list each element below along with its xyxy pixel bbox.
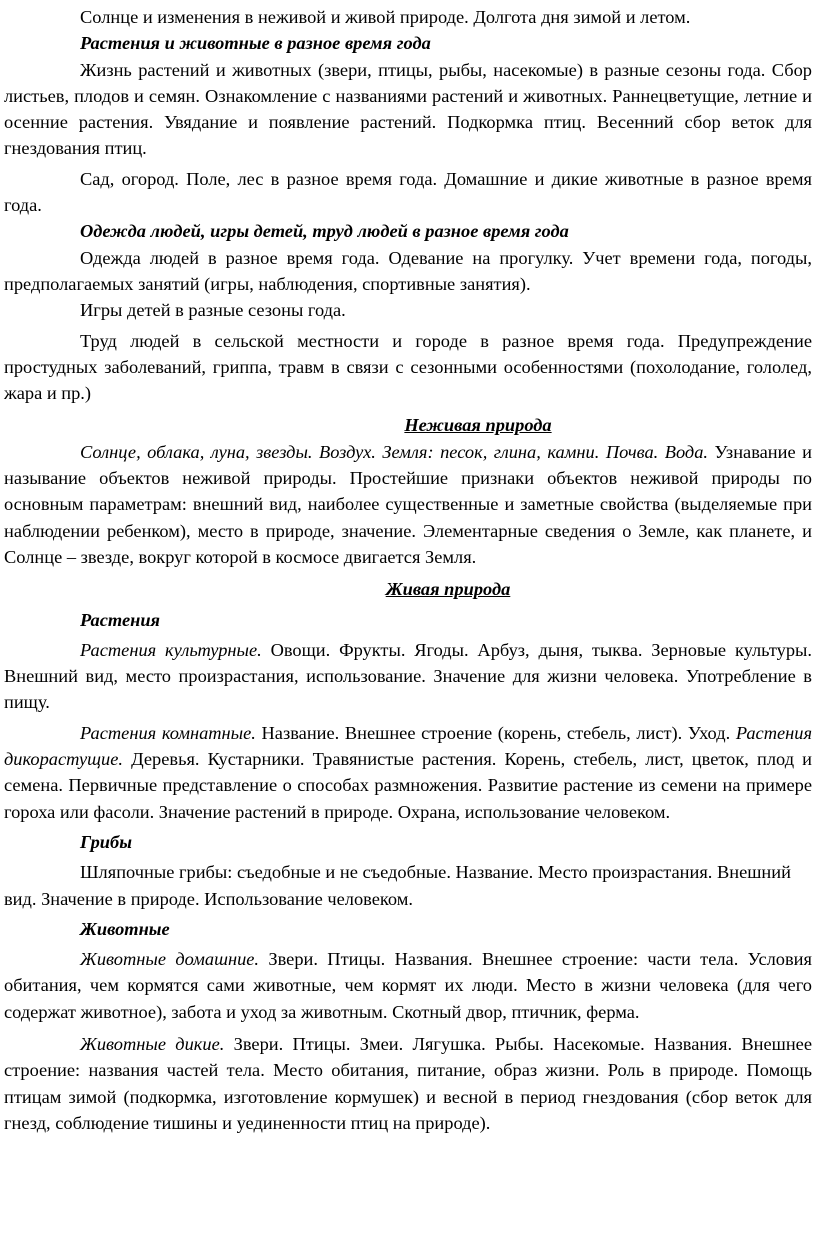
wild-plants-label: Растения дикорастущие. xyxy=(4,722,813,770)
cultivated-plants-text: Овощи. Фрукты. Ягоды. Арбуз, дыня, тыква. Зерновые культуры. Внешний вид, место произрастания, использование. Значение для жизни человека. Употребление в пищу. xyxy=(4,639,813,713)
wild-animals-text: Звери. Птицы. Змеи. Лягушка. Рыбы. Насекомые. Названия. Внешнее строение: названия частей тела. Место обитания, питание, образ жизни. Роль в природе. Помощь птицам зимой (подкормка, изготовление кормушек) и весной в период гнездования (сбор веток для гнезд, соблюдение тишины и уединенности птиц на природе). xyxy=(4,1033,812,1133)
heading-nonliving-nature: Неживая природа xyxy=(404,415,552,436)
paragraph-mushrooms: Шляпочные грибы: съедобные и не съедобные. Название. Место произрастания. Внешний вид. Значение в природе. Использование человеком. xyxy=(4,862,791,909)
indoor-plants-text: Название. Внешнее строение (корень, стебель, лист). Уход. xyxy=(255,722,736,743)
heading-living-nature: Живая природа xyxy=(385,579,511,600)
nonliving-objects-list: Солнце, облака, луна, звезды. Воздух. Земля: песок, глина, камни. Почва. Вода. xyxy=(80,441,709,462)
paragraph-domestic-animals xyxy=(4,946,812,1025)
heading-animals: Животные xyxy=(80,918,170,939)
indoor-plants-label: Растения комнатные. xyxy=(80,722,256,743)
paragraph-garden: Сад, огород. Поле, лес в разное время года. Домашние и дикие животные в разное время года. xyxy=(4,168,812,216)
wild-plants-text: Деревья. Кустарники. Травянистые растения. Корень, стебель, лист, цветок, плод и семена. Первичные представление о способах размножения. Развитие растение из семени на примере гороха или фасоли. Значение растений в природе. Охрана, использование человеком. xyxy=(4,749,812,822)
paragraph-cultivated-plants xyxy=(4,637,812,716)
paragraph-nonliving-objects xyxy=(4,439,812,570)
paragraph-sun-changes: Солнце и изменения в неживой и живой природе. Долгота дня зимой и летом. xyxy=(80,7,691,27)
domestic-animals-label: Животные домашние. xyxy=(80,949,260,970)
paragraph-games: Игры детей в разные сезоны года. xyxy=(80,300,346,321)
heading-mushrooms: Грибы xyxy=(80,831,132,852)
heading-plants: Растения xyxy=(80,609,161,630)
paragraph-indoor-wild-plants xyxy=(4,720,812,825)
paragraph-wild-animals xyxy=(4,1031,812,1136)
domestic-animals-text: Звери. Птицы. Названия. Внешнее строение: части тела. Условия обитания, чем кормятся сами животные, чем кормят их люди. Место в жизни человека (для чего содержат животное), забота и уход за животным. Скотный двор, птичник, ферма. xyxy=(4,949,812,1022)
wild-animals-label: Животные дикие. xyxy=(80,1033,225,1054)
paragraph-work: Труд людей в сельской местности и городе в разное время года. Предупреждение простудных заболеваний, гриппа, травм в связи с сезонными особенностями (похолодание, гололед, жара и пр.) xyxy=(4,330,812,404)
paragraph-clothes: Одежда людей в разное время года. Одевание на прогулку. Учет времени года, погоды, предполагаемых занятий (игры, наблюдения, спортивные занятия). xyxy=(4,247,812,294)
paragraph-life-of-plants: Жизнь растений и животных (звери, птицы, рыбы, насекомые) в разные сезоны года. Сбор листьев, плодов и семян. Ознакомление с названиями растений и животных. Раннецветущие, летние и осенние растения. Увядание и появление растений. Подкормка птиц. Весенний сбор веток для гнездования птиц. xyxy=(4,59,812,159)
cultivated-plants-label: Растения культурные. xyxy=(80,639,262,660)
heading-plants-animals-seasons: Растения и животные в разное время года xyxy=(80,33,431,54)
heading-clothes-games-work: Одежда людей, игры детей, труд людей в разное время года xyxy=(80,221,569,242)
nonliving-objects-text: Узнавание и называние объектов неживой природы. Простейшие признаки объектов неживой природы по основным параметрам: внешний вид, наиболее существенные и заметные свойства (выделяемые при наблюдении ребенком), место в природе, значение. Элементарные сведения о Земле, как планете, и Солнце – звезде, вокруг которой в космосе двигается Земля. xyxy=(4,441,812,567)
